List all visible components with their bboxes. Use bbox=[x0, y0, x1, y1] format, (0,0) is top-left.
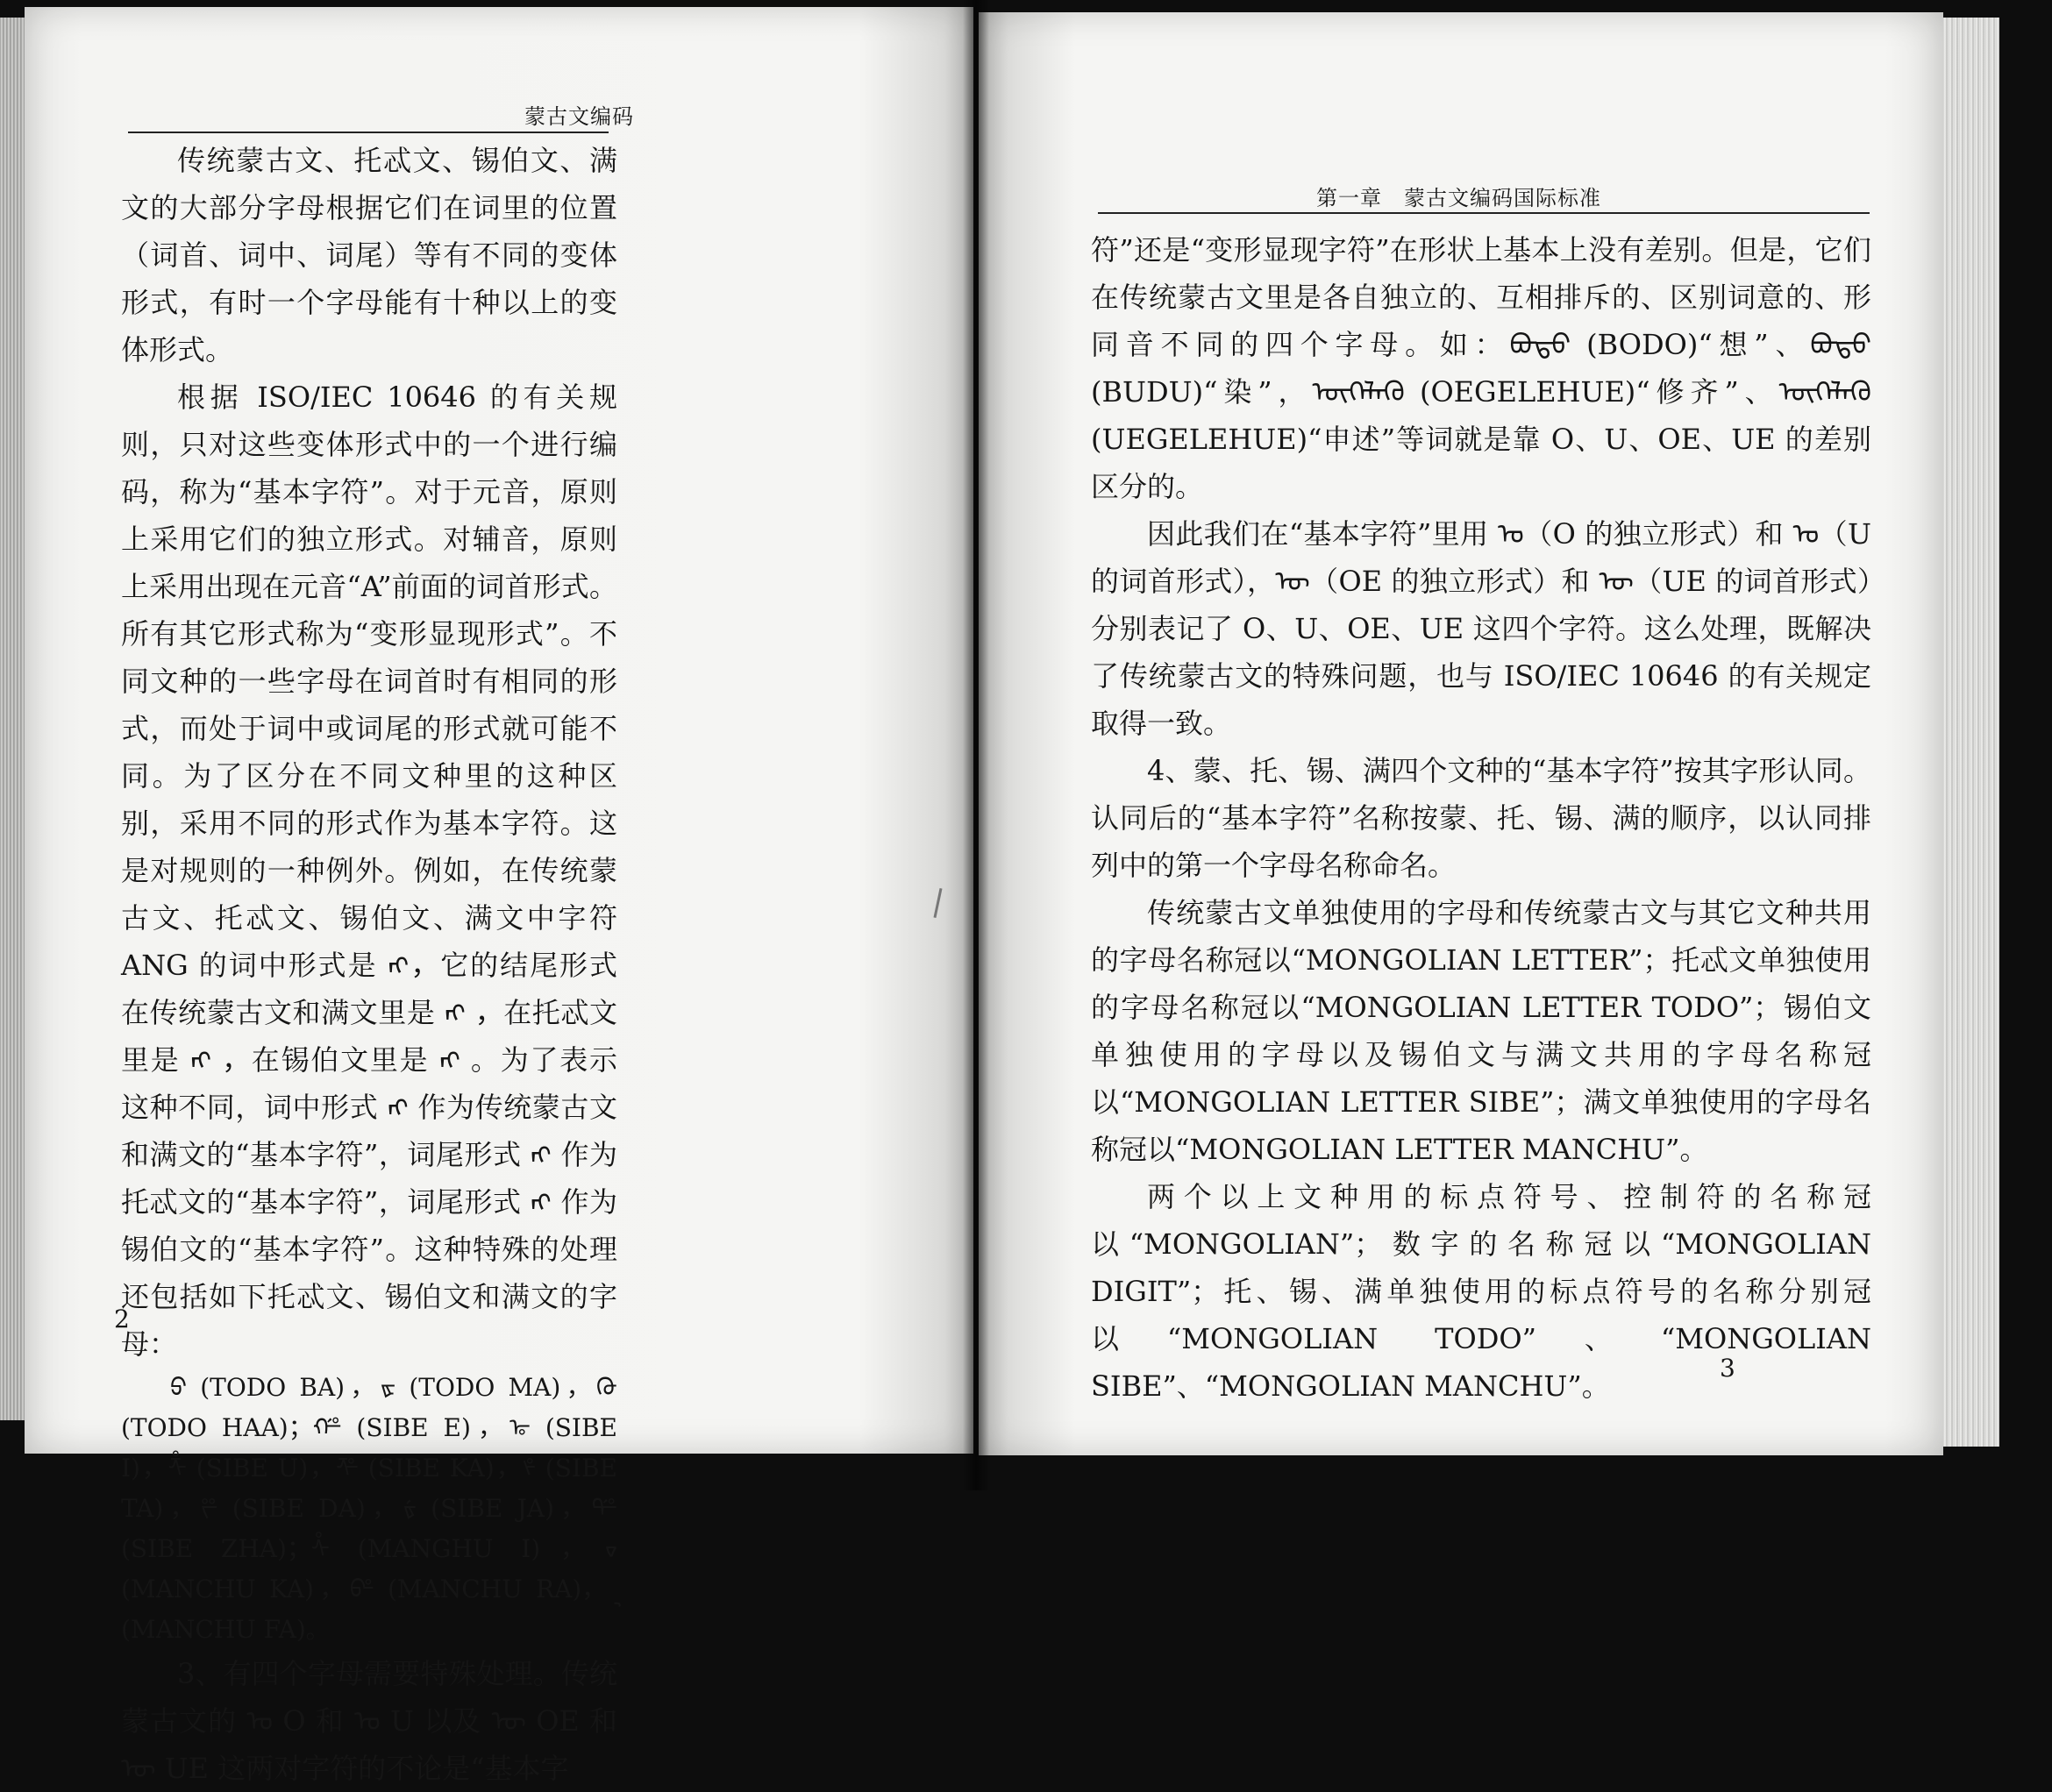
left-page bbox=[25, 7, 973, 1785]
right-running-head: 第一章 蒙古文编码国际标准 bbox=[1316, 186, 1601, 210]
book-gutter bbox=[963, 0, 989, 1490]
left-paragraph-4: 3、有四个字母需要特殊处理。传统蒙古文的 ᠣ O 和 ᠤ U 以及 ᠥ OE 和 ᠦ UE 这两对字符的不论是“基本字 bbox=[121, 1657, 617, 1785]
right-header-rule bbox=[1098, 212, 1870, 214]
pencil-mark bbox=[933, 888, 942, 918]
left-page-number: 2 bbox=[114, 1305, 130, 1333]
left-page-edges bbox=[0, 18, 26, 1420]
right-paragraph-2: 因此我们在“基本字符”里用 ᠣ（O 的独立形式）和 ᠤ（U 的词首形式），ᠥ（OE 的独立形式）和 ᠦ（UE 的词首形式）分别表记了 O、U、OE、UE 这四个字符。这么处理，既解决了传统蒙古文的特殊问题，也与 ISO/IEC 10646 的有关规定取得一致。 bbox=[1091, 517, 1871, 740]
right-page-edges bbox=[1943, 18, 1999, 1447]
left-header-rule bbox=[128, 132, 609, 133]
left-paragraph-3: ᢒ (TODO BA)，ᢘ (TODO MA)，ᢙ (TODO HAA)；ᢚ (SIBE E)，ᢛ (SIBE I)，ᢜ (SIBE U)，ᢝ (SIBE KA)，ᢞ (SIBE TA)，ᢟ (SIBE DA)，ᢠ (SIBE JA)，ᢡ (SIBE ZHA)；ᢥ (MANGHU I)，ᢦ (MANCHU KA)，ᢨ (MANCHU RA)，ᢩ (MANCHU FA)。 bbox=[121, 1373, 617, 1644]
left-running-head: 蒙古文编码 bbox=[524, 104, 634, 129]
right-text-block bbox=[1091, 226, 1871, 1410]
right-page-number: 3 bbox=[1720, 1354, 1735, 1383]
left-paragraph-2: 根据 ISO/IEC 10646 的有关规则，只对这些变体形式中的一个进行编码，称为“基本字符”。对于元音，原则上采用它们的独立形式。对辅音，原则上采用出现在元音“A”前面的词首形式。所有其它形式称为“变形显现形式”。不同文种的一些字母在词首时有相同的形式，而处于词中或词尾的形式就可能不同。为了区分在不同文种里的这种区别，采用不同的形式作为基本字符。这是对规则的一种例外。例如，在传统蒙古文、托忒文、锡伯文、满文中字符 ANG 的词中形式是 ᠩ，它的结尾形式在传统蒙古文和满文里是 ᠩ ，在托忒文里是 ᠩ ，在锡伯文里是 ᠩ 。为了表示这种不同，词中形式 ᠩ 作为传统蒙古文和满文的“基本字符”，词尾形式 ᠩ 作为托忒文的“基本字符”，词尾形式 ᠩ 作为锡伯文的“基本字符”。这种特殊的处理还包括如下托忒文、锡伯文和满文的字母： bbox=[121, 380, 617, 1361]
left-paragraph-1: 传统蒙古文、托忒文、锡伯文、满文的大部分字母根据它们在词里的位置（词首、词中、词尾）等有不同的变体形式，有时一个字母能有十种以上的变体形式。 bbox=[121, 144, 617, 366]
right-paragraph-3: 4、蒙、托、锡、满四个文种的“基本字符”按其字形认同。认同后的“基本字符”名称按蒙、托、锡、满的顺序，以认同排列中的第一个字母名称命名。 bbox=[1091, 754, 1871, 882]
right-paragraph-5: 两个以上文种用的标点符号、控制符的名称冠以“MONGOLIAN”；数字的名称冠以“MONGOLIAN DIGIT”；托、锡、满单独使用的标点符号的名称分别冠以“MONGOLIAN TODO”、“MONGOLIAN SIBE”、“MONGOLIAN MANCHU”。 bbox=[1091, 1180, 1871, 1403]
right-paragraph-4: 传统蒙古文单独使用的字母和传统蒙古文与其它文种共用的字母名称冠以“MONGOLIAN LETTER”；托忒文单独使用的字母名称冠以“MONGOLIAN LETTER TODO”；锡伯文单独使用的字母以及锡伯文与满文共用的字母名称冠以“MONGOLIAN LETTER SIBE”；满文单独使用的字母名称冠以“MONGOLIAN LETTER MANCHU”。 bbox=[1091, 896, 1871, 1166]
right-paragraph-1: 符”还是“变形显现字符”在形状上基本上没有差别。但是，它们在传统蒙古文里是各自独立的、互相排斥的、区别词意的、形同音不同的四个字母。如：ᠪᠣᠳᠣ (BODO)“想”、ᠪᠤᠳᠤ (BUDU)“染”，ᠥᠭᠡᠯᠡᠬᠦ (OEGELEHUE)“修齐”、ᠦᠭᠡᠯᠡᠬᠦ (UEGELEHUE)“申述”等词就是靠 O、U、OE、UE 的差别区分的。 bbox=[1091, 233, 1871, 503]
left-text-block bbox=[121, 137, 617, 1792]
right-page bbox=[979, 12, 1943, 1455]
